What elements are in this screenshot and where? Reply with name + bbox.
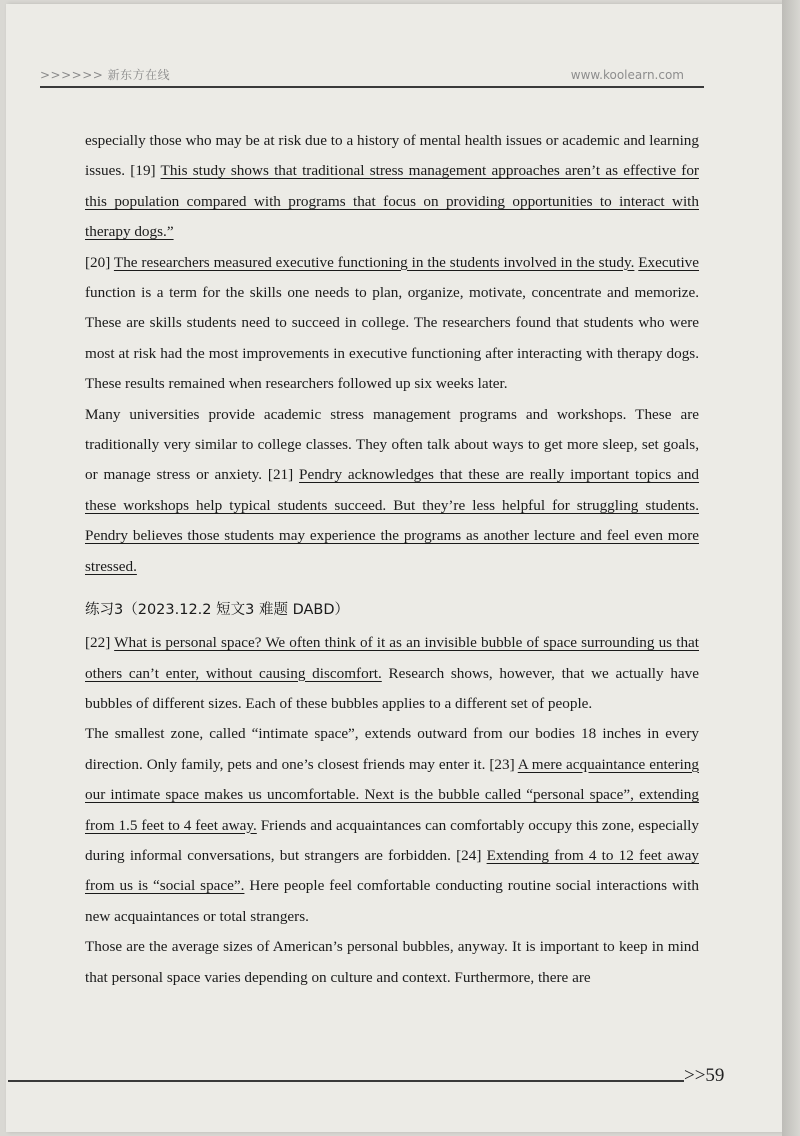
paragraph-3	[85, 400, 699, 582]
paragraph-2-text: function is a term for the skills one needs to plan, organize, motivate, concentrate and memorize. These are skills students need to succeed in college. The researchers found that students who were most at risk had the most improvements in executive functioning after interacting with therapy dogs. These results remained when researchers followed up six weeks later.	[85, 284, 699, 393]
document-body	[85, 126, 699, 993]
page-number: >>59	[684, 1065, 725, 1086]
footer-divider	[8, 1080, 684, 1082]
page-header	[40, 66, 704, 90]
underlined-sentence-19: This study shows that traditional stress management approaches aren’t as effective for this population compared with programs that focus on providing opportunities to interact with therapy dogs.”	[85, 162, 699, 241]
underlined-sentence-22: What is personal space? We often think of it as an invisible bubble of space surrounding us that others can’t enter, without causing discomfort.	[85, 634, 699, 682]
underlined-sentence-23: A mere acquaintance entering our intimate space makes us uncomfortable. Next is the bubble called “personal space”, extending from 1.5 feet to 4 feet away.	[85, 755, 699, 834]
paragraph-1	[85, 126, 699, 248]
header-divider	[40, 86, 704, 88]
paragraph-5-text-b: Friends and acquaintances can comfortably occupy this zone, especially during informal conversations, but strangers are forbidden. [24]	[85, 816, 699, 864]
paragraph-5	[85, 719, 699, 932]
question-number-20: [20]	[85, 253, 114, 271]
page-edge	[782, 0, 800, 1136]
paragraph-6-text: Those are the average sizes of American’s personal bubbles, anyway. It is important to keep in mind that personal space varies depending on culture and context. Furthermore, there are	[85, 938, 699, 986]
question-number-22: [22]	[85, 634, 115, 652]
paragraph-5-text-a: The smallest zone, called “intimate space”, extends outward from our bodies 18 inches in every direction. Only family, pets and one’s closest friends may enter it. [23]	[85, 725, 699, 773]
underlined-sentence-21: Pendry acknowledges that these are really important topics and these workshops help typical students succeed. But they’re less helpful for struggling students. Pendry believes those students may experience the programs as another lecture and feel even more stressed.	[85, 466, 700, 575]
paragraph-6	[85, 932, 699, 993]
underlined-word-executive: Executive	[638, 253, 700, 271]
paragraph-5-text-c: Here people feel comfortable conducting routine social interactions with new acquaintances or total strangers.	[85, 877, 699, 925]
header-brand: >>>>>> 新东方在线	[40, 68, 171, 82]
header-url: www.koolearn.com	[570, 68, 684, 82]
paragraph-3-text: Many universities provide academic stress management programs and workshops. These are traditionally very similar to college classes. They often talk about ways to get more sleep, set goals, or manage stress or anxiety. [21]	[85, 405, 699, 484]
paragraph-1-text: especially those who may be at risk due to a history of mental health issues or academic and learning issues. [19]	[85, 132, 699, 180]
exercise-heading: 练习3（2023.12.2 短文3 难题 DABD）	[85, 602, 350, 619]
paragraph-2	[85, 248, 699, 400]
paragraph-4	[85, 628, 699, 719]
underlined-sentence-20: The researchers measured executive functioning in the students involved in the study.	[113, 253, 635, 271]
paragraph-4-text: Research shows, however, that we actually have bubbles of different sizes. Each of these bubbles applies to a different set of people.	[85, 664, 699, 712]
underlined-sentence-24: Extending from 4 to 12 feet away from us is “social space”.	[85, 846, 699, 895]
